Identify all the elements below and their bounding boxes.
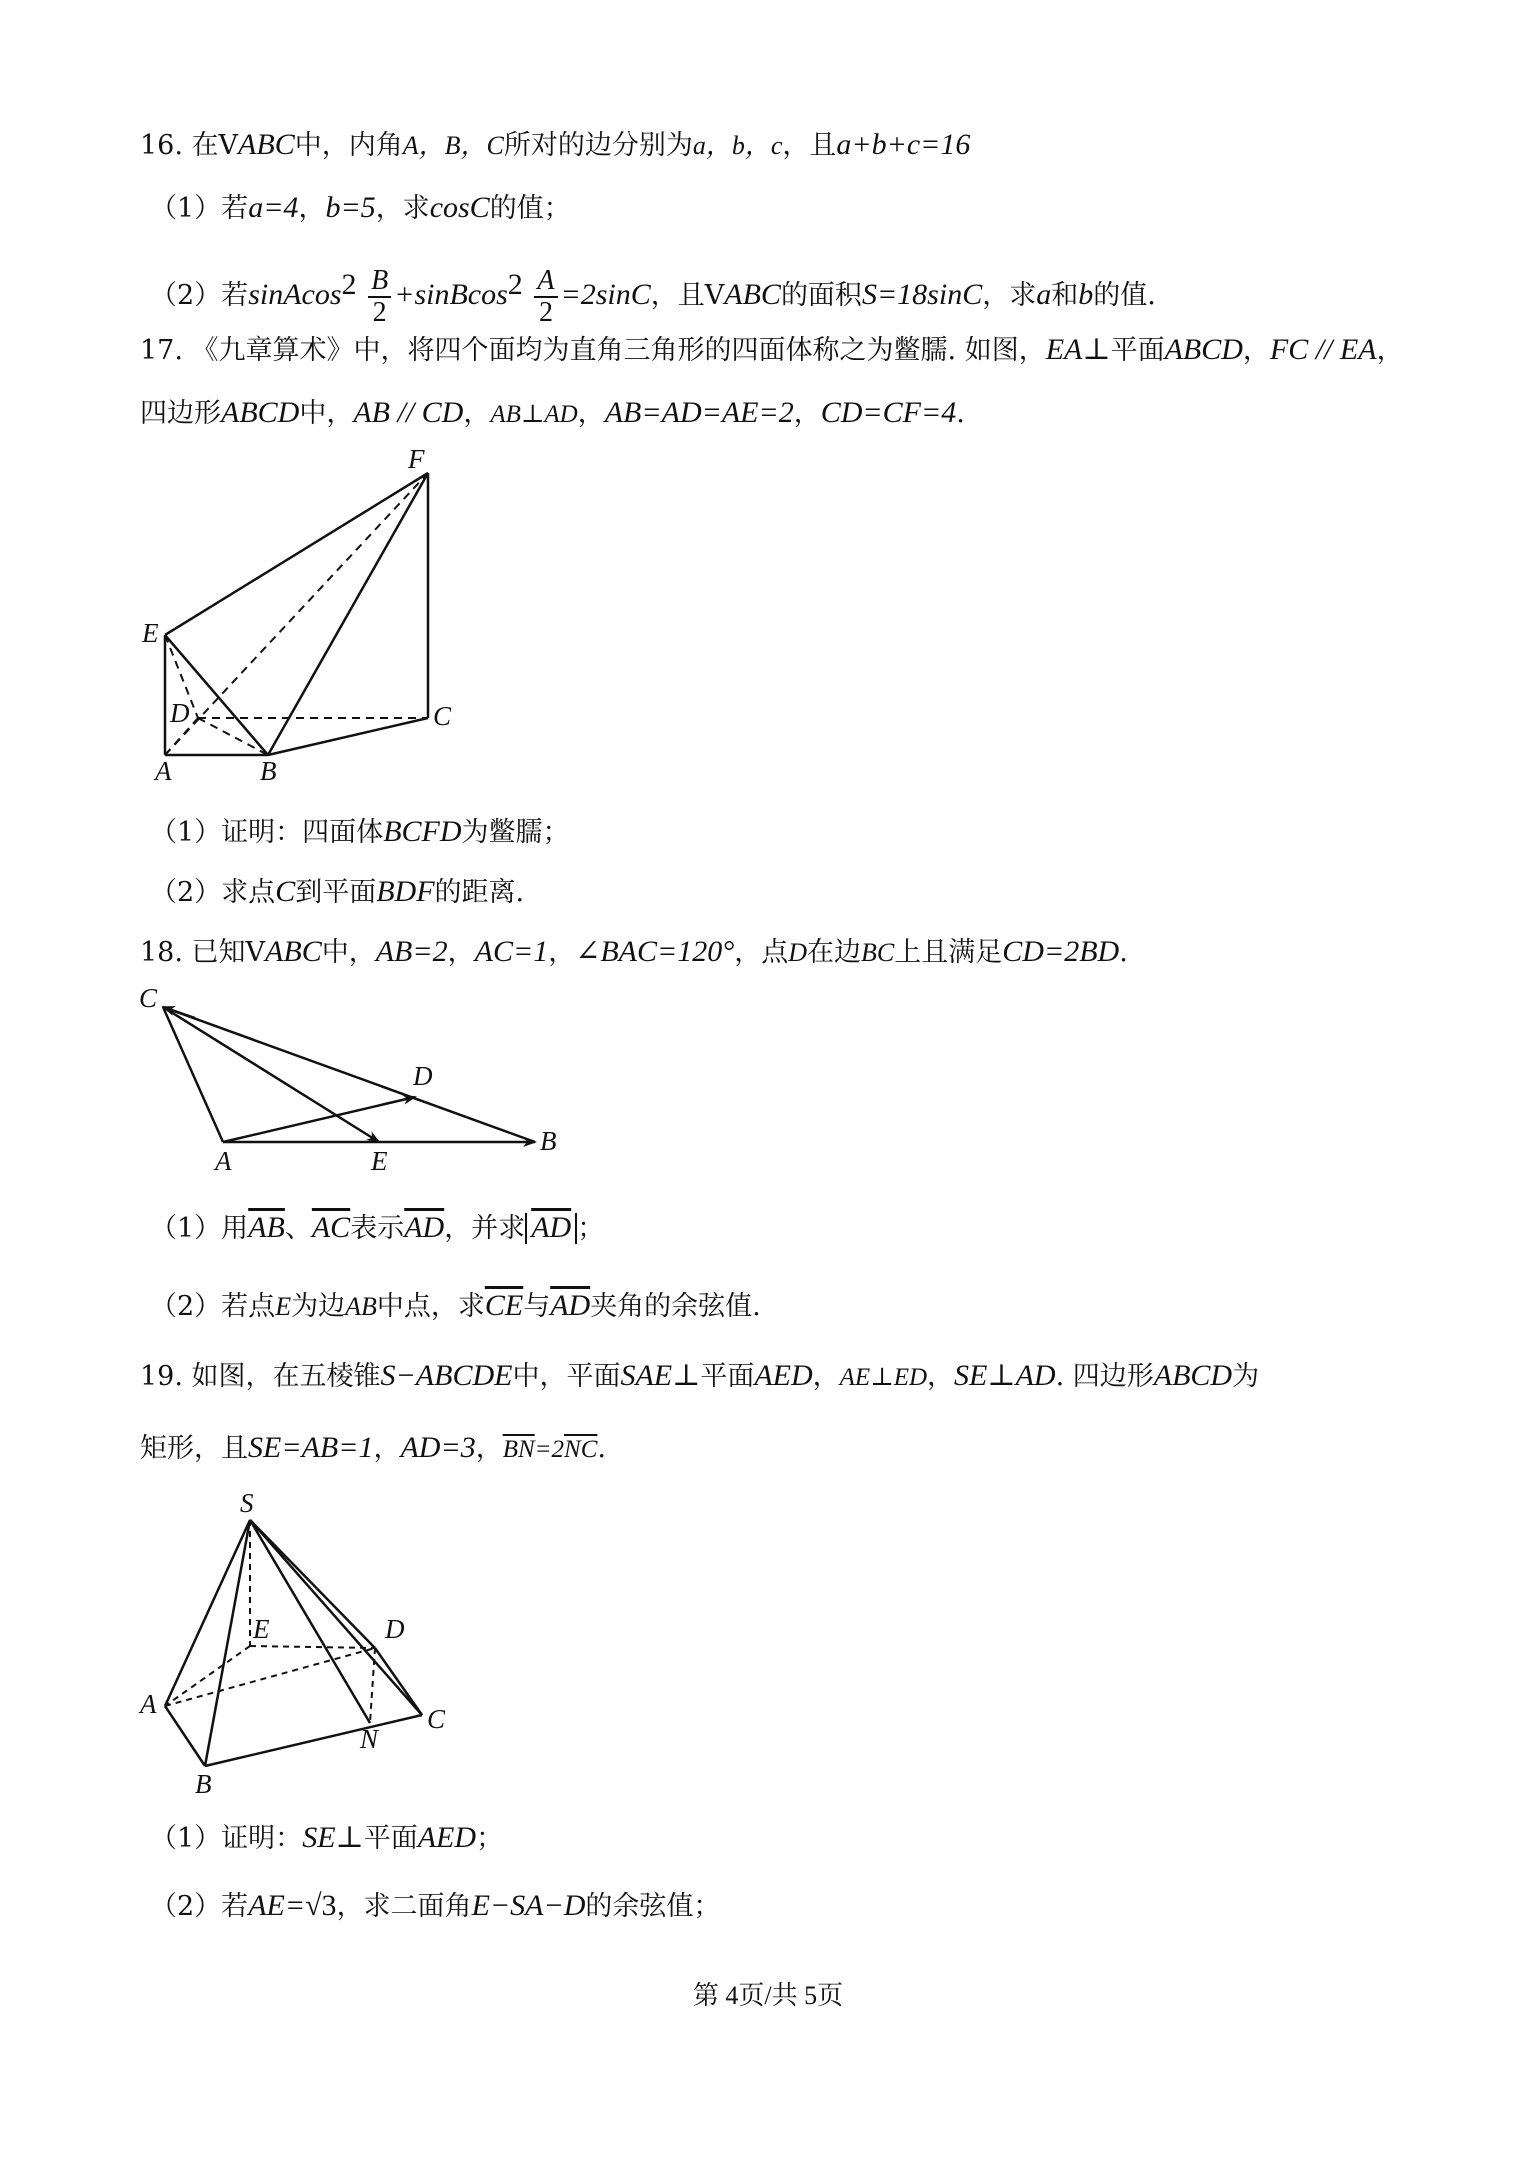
numerator: A — [534, 266, 557, 298]
text: ， — [373, 1433, 401, 1464]
text: （2）若 — [150, 280, 249, 311]
math: SAE⊥ — [620, 1359, 701, 1392]
text: 为 — [1232, 1361, 1260, 1392]
text: ， — [298, 193, 326, 224]
edge-DB — [198, 718, 268, 755]
figure-17-solid — [130, 444, 490, 786]
label-S: S — [240, 1488, 254, 1518]
text: 表示 — [350, 1213, 405, 1244]
math: a — [1036, 278, 1052, 311]
math: AB=AD=AE=2 — [604, 396, 794, 429]
text: 平面 — [700, 1361, 755, 1392]
problem-19-part-2 — [150, 1886, 720, 1927]
problem-number: 19. — [140, 1361, 183, 1392]
problem-18-part-1 — [150, 1208, 604, 1249]
math: D — [788, 938, 808, 967]
math: SE⊥AD — [954, 1359, 1056, 1392]
vector: $\overline{AD}$ — [531, 1211, 572, 1244]
text: 和 — [1051, 280, 1079, 311]
text: （2）若点 — [150, 1291, 276, 1322]
math: AB — [345, 1292, 377, 1321]
math: ∠BAC=120° — [575, 935, 735, 968]
text: 到平面 — [295, 877, 377, 908]
math: a，b，c — [692, 131, 783, 160]
edge-ED — [250, 1646, 375, 1648]
math: BCFD — [383, 815, 462, 848]
edge-SA — [165, 1520, 250, 1706]
label-C: C — [427, 1704, 446, 1734]
math: E — [275, 1292, 292, 1321]
math: ABC — [724, 278, 781, 311]
math: AED — [754, 1359, 813, 1392]
text: 的值. — [1093, 280, 1156, 311]
text: ，求二面角 — [336, 1891, 472, 1922]
text: ； — [577, 1213, 605, 1244]
problem-19-stem-line2 — [140, 1428, 606, 1470]
math: a+b+c=16 — [836, 128, 971, 161]
math: AB // CD — [353, 396, 464, 429]
edge-EB — [165, 635, 268, 755]
text: （1）用 — [150, 1213, 249, 1244]
text: ， — [1242, 335, 1270, 366]
problem-17-stem — [140, 330, 1404, 371]
text: ； — [476, 1823, 504, 1854]
text: 中，内角 — [294, 130, 403, 161]
text: . — [1119, 937, 1128, 968]
math: EA⊥ — [1045, 333, 1111, 366]
math: AE⊥ED — [839, 1364, 928, 1391]
label-N: N — [360, 1724, 379, 1754]
math: SE⊥ — [302, 1821, 364, 1854]
text: 中， — [321, 937, 376, 968]
math: CD=2BD — [1002, 935, 1120, 968]
edge-SB — [205, 1520, 250, 1766]
text: 的余弦值； — [585, 1891, 721, 1922]
text: ， — [447, 937, 475, 968]
edge-AB — [165, 1706, 205, 1766]
label-A: A — [140, 1689, 157, 1719]
math: AB=2 — [375, 935, 448, 968]
text: . — [956, 398, 965, 429]
problem-16-part-1 — [150, 188, 571, 229]
math: b — [1078, 278, 1094, 311]
label-D: D — [413, 1061, 433, 1091]
text: 已知V — [191, 937, 266, 968]
text: ， — [927, 1361, 955, 1392]
text: 中点，求 — [376, 1291, 485, 1322]
math: a=4 — [248, 191, 299, 224]
text: 《九章算术》中，将四个面均为直角三角形的四面体称之为鳖臑. 如图， — [191, 335, 1046, 366]
text: 所对的边分别为 — [503, 130, 693, 161]
math: ABC — [265, 935, 322, 968]
text: 中，平面 — [512, 1361, 621, 1392]
side-CA — [163, 1007, 223, 1142]
text: 的距离. — [434, 877, 525, 908]
label-C: C — [433, 701, 452, 731]
math: S−ABCDE — [380, 1359, 513, 1392]
math: FC // EA — [1269, 333, 1377, 366]
math: CD=CF=4 — [820, 396, 957, 429]
text: . — [597, 1433, 606, 1464]
label-E: E — [142, 618, 159, 648]
edge-DF — [165, 473, 428, 755]
page-footer: 第 4页/共 5页 — [692, 1981, 844, 2010]
edge-EF — [165, 473, 428, 635]
label-D: D — [170, 698, 190, 728]
vector: $\overline{AC}$ — [311, 1211, 351, 1244]
figure-19-pyramid — [135, 1488, 465, 1808]
text: （1）证明： — [150, 1823, 303, 1854]
math: A，B，C — [402, 131, 504, 160]
math: AE= — [248, 1889, 306, 1922]
math: SE=AB=1 — [248, 1431, 374, 1464]
text: 为边 — [291, 1291, 346, 1322]
text: ， — [475, 1433, 503, 1464]
label-B: B — [260, 756, 277, 786]
problem-19-part-1 — [150, 1818, 503, 1859]
text: 与 — [523, 1291, 551, 1322]
math: BDF — [376, 875, 435, 908]
problem-19-stem — [140, 1356, 1259, 1398]
vector: $\overline{BN}$ — [502, 1436, 535, 1463]
math: cosC — [429, 191, 490, 224]
text: 的值； — [489, 193, 571, 224]
label-E: E — [371, 1146, 388, 1176]
text: ，求 — [375, 193, 430, 224]
text: 在V — [191, 130, 239, 161]
text: 上且满足 — [894, 937, 1003, 968]
text: 在边 — [807, 937, 862, 968]
label-D: D — [385, 1614, 405, 1644]
text: 矩形，且 — [140, 1433, 248, 1464]
text: ， — [548, 937, 576, 968]
math: =2sinC — [560, 278, 651, 311]
denominator: 2 — [538, 296, 553, 328]
denominator: 2 — [372, 296, 387, 328]
text: 为鳖臑； — [461, 817, 570, 848]
vector: $\overline{AD}$ — [404, 1211, 445, 1244]
fraction-a-over-2 — [534, 266, 557, 328]
label-A: A — [155, 756, 172, 786]
fraction-b-over-2 — [368, 266, 391, 328]
vector: $\overline{CE}$ — [484, 1289, 524, 1322]
vector: $\overline{AD}$ — [550, 1289, 591, 1322]
text: ， — [463, 398, 491, 429]
math: AED — [417, 1821, 477, 1854]
problem-16-part-2: （2）若sinAcos$^2$ $\frac{B}{2}$ +sinBcos$^2$ $\frac{A}{2}$ =2sinC，且VABC的面积S=18sinC，求a和b的值. — [150, 264, 1156, 328]
problem-17-stem-line2 — [140, 393, 965, 435]
text: 、 — [284, 1213, 312, 1244]
label-B: B — [540, 1126, 557, 1156]
text: ， — [577, 398, 605, 429]
math: ABCD — [221, 396, 300, 429]
text: ， — [812, 1361, 840, 1392]
label-E: E — [253, 1614, 270, 1644]
edge-DC — [375, 1648, 422, 1715]
math: S=18sinC — [861, 278, 983, 311]
edge-BC — [268, 718, 428, 755]
math: AD=3 — [400, 1431, 476, 1464]
math: ABCD — [1164, 333, 1243, 366]
text: ，且 — [782, 130, 837, 161]
text: （1）证明：四面体 — [150, 817, 384, 848]
problem-17-part-2 — [150, 872, 524, 913]
text: ， — [793, 398, 821, 429]
text: ，并求 — [444, 1213, 526, 1244]
figure-18-triangle — [135, 983, 575, 1176]
math: C — [275, 875, 296, 908]
text: ，且V — [650, 280, 725, 311]
text: ， — [1376, 335, 1404, 366]
text: 的面积 — [780, 280, 862, 311]
math: b=5 — [325, 191, 376, 224]
problem-16-stem — [140, 125, 970, 166]
math: E−SA−D — [471, 1889, 586, 1922]
text: ，点 — [734, 937, 789, 968]
problem-number: 17. — [140, 335, 183, 366]
side-CB — [163, 1007, 535, 1142]
label-C: C — [139, 983, 158, 1013]
text: 中， — [299, 398, 354, 429]
problem-18-stem — [140, 932, 1128, 973]
math: AC=1 — [474, 935, 549, 968]
text: （2）求点 — [150, 877, 276, 908]
math: BC — [861, 938, 895, 967]
math: ABCD — [1153, 1359, 1233, 1392]
vector: $\overline{AB}$ — [248, 1211, 285, 1244]
math: +sinBcos — [394, 278, 508, 311]
label-F: F — [408, 444, 425, 474]
text: 平面 — [1110, 335, 1165, 366]
text: （1）若 — [150, 193, 249, 224]
math: =2 — [534, 1436, 565, 1463]
text: 四边形 — [140, 398, 221, 429]
math: ABC — [238, 128, 295, 161]
label-B: B — [195, 1769, 212, 1799]
text: （2）若 — [150, 1891, 249, 1922]
problem-number: 16. — [140, 130, 183, 161]
edge-BC — [205, 1715, 422, 1766]
edge-FB — [268, 473, 428, 755]
problem-18-part-2 — [150, 1286, 761, 1327]
label-A: A — [215, 1146, 232, 1176]
text: 如图，在五棱锥 — [191, 1361, 381, 1392]
text: ，求 — [982, 280, 1037, 311]
problem-17-part-1 — [150, 812, 570, 853]
text: . 四边形 — [1055, 1361, 1154, 1392]
math: AB⊥AD — [490, 401, 578, 428]
vector: $\overline{NC}$ — [564, 1436, 598, 1463]
numerator: B — [368, 266, 391, 298]
math: sinAcos — [248, 278, 342, 311]
problem-number: 18. — [140, 937, 183, 968]
math-sqrt: √3 — [305, 1889, 337, 1922]
text: 夹角的余弦值. — [590, 1291, 761, 1322]
text: 平面 — [363, 1823, 418, 1854]
